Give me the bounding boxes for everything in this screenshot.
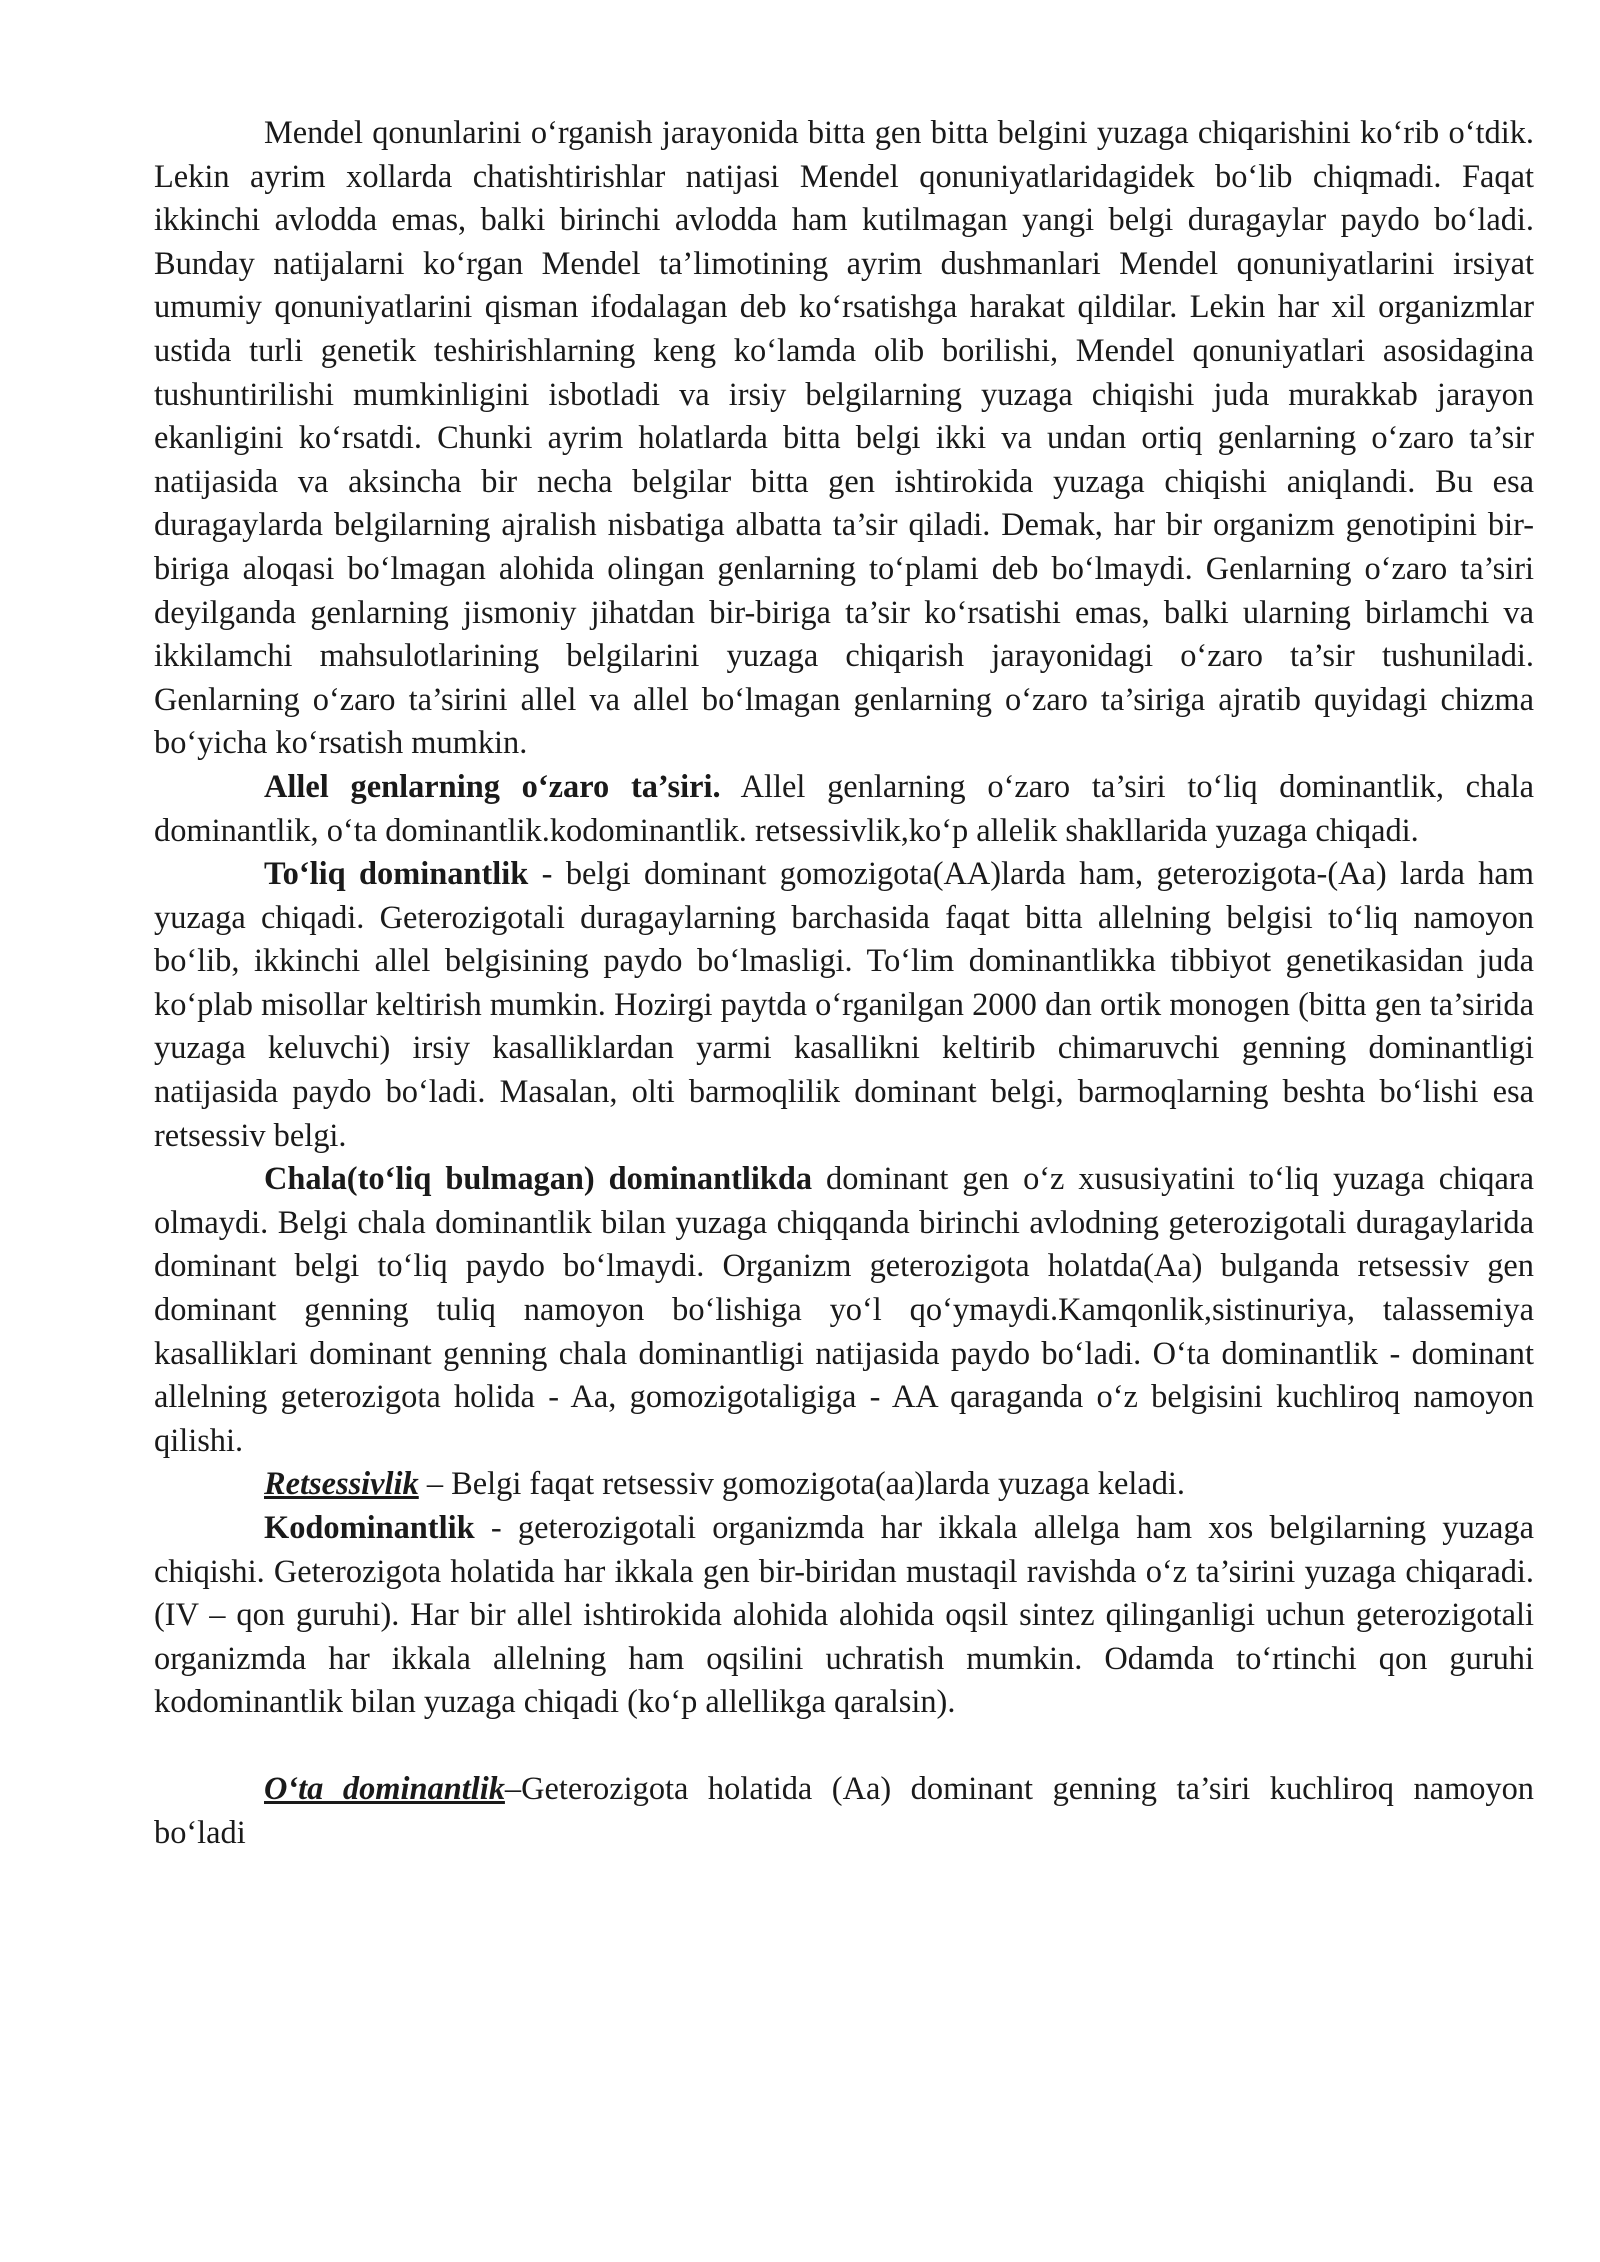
term-full-dominance: To‘liq dominantlik [264, 856, 529, 893]
term-allel-interaction: Allel genlarning o‘zaro ta’siri. [264, 768, 721, 805]
paragraph-incomplete-dominance [154, 1158, 1534, 1463]
document-page [154, 112, 1534, 1855]
term-incomplete-dominance: Chala(to‘liq bulmagan) dominantlikda [264, 1161, 813, 1198]
term-recessiveness: Retsessivlik [264, 1466, 419, 1503]
paragraph-full-dominance [154, 853, 1534, 1158]
term-overdominance: O‘ta dominantlik [264, 1770, 505, 1807]
paragraph-intro [154, 112, 1534, 766]
paragraph-codominance-text: - geterozigotali organizmda har ikkala allelga ham xos belgilarning yuzaga chiqishi. Geterozigota holatida har ikkala gen bir-biridan mustaqil ravishda o‘z ta’sirini yuzaga chiqaradi. (IV – qon guruhi). Har bir allel ishtirokida alohida alohida oqsil sintez qilinganligi uchun geterozigotali organizmda har ikkala allelning ham oqsilini uchratish mumkin. Odamda to‘rtinchi qon guruhi kodominantlik bilan yuzaga chiqadi (ko‘p allellikga qaralsin). [154, 1510, 1534, 1721]
paragraph-overdominance-text: –Geterozigota holatida (Aa) dominant genning ta’siri kuchliroq namoyon bo‘ladi [154, 1770, 1534, 1851]
paragraph-recessiveness-text: – Belgi faqat retsessiv gomozigota(aa)larda yuzaga keladi. [418, 1466, 1186, 1503]
paragraph-overdominance [154, 1768, 1534, 1855]
term-codominance: Kodominantlik [264, 1510, 475, 1546]
paragraph-recessiveness [154, 1463, 1534, 1507]
paragraph-allel-interaction-text: Allel genlarning o‘zaro ta’siri to‘liq dominantlik, chala dominantlik, o‘ta dominantlik.kodominantlik. retsessivlik,ko‘p allelik shakllarida yuzaga chiqadi. [154, 768, 1535, 849]
paragraph-allel-interaction [154, 766, 1534, 853]
paragraph-incomplete-dominance-text: dominant gen o‘z xususiyatini to‘liq yuzaga chiqara olmaydi. Belgi chala dominantlik bilan yuzaga chiqqanda birinchi avlodning geterozigotali duragaylarida dominant belgi to‘liq paydo bo‘lmaydi. Organizm geterozigota holatda(Aa) bulganda retsessiv gen dominant genning tuliq namoyon bo‘lishiga yo‘l qo‘ymaydi.Kamqonlik,sistinuriya, talassemiya kasalliklari dominant genning chala dominantligi natijasida paydo bo‘ladi. O‘ta dominantlik - dominant allelning geterozigota holida - Aa, gomozigotaligiga - AA qaraganda o‘z belgisini kuchliroq namoyon qilishi. [154, 1161, 1535, 1459]
paragraph-full-dominance-text: - belgi dominant gomozigota(AA)larda ham, geterozigota-(Aa) larda ham yuzaga chiqadi. Geterozigotali duragaylarning barchasida faqat bitta allelning belgisi to‘liq namoyon bo‘lib, ikkinchi allel belgisining paydo bo‘lmasligi. To‘lim dominantlikka tibbiyot genetikasidan juda ko‘plab misollar keltirish mumkin. Hozirgi paytda o‘rganilgan 2000 dan ortik monogen (bitta gen ta’sirida yuzaga keluvchi) irsiy kasalliklardan yarmi kasallikni keltirib chimaruvchi genning dominantligi natijasida paydo bo‘ladi. Masalan, olti barmoqlilik dominant belgi, barmoqlarning beshta bo‘lishi esa retsessiv belgi. [154, 856, 1534, 1154]
paragraph-intro-text: Mendel qonunlarini o‘rganish jarayonida bitta gen bitta belgini yuzaga chiqarishini ko‘rib o‘tdik. Lekin ayrim xollarda chatishtirishlar natijasi Mendel qonuniyatlaridagidek bo‘lib chiqmadi. Faqat ikkinchi avlodda emas, balki birinchi avlodda ham kutilmagan yangi belgi duragaylar paydo bo‘ladi. Bunday natijalarni ko‘rgan Mendel ta’limotining ayrim dushmanlari Mendel qonuniyatlarini irsiyat umumiy qonuniyatlarini qisman ifodalagan deb ko‘rsatishga harakat qildilar. Lekin har xil organizmlar ustida turli genetik teshirishlarning keng ko‘lamda olib borilishi, Mendel qonuniyatlari asosidagina tushuntirilishi mumkinligini isbotladi va irsiy belgilarning yuzaga chiqishi juda murakkab jarayon ekanligini ko‘rsatdi. Chunki ayrim holatlarda bitta belgi ikki va undan ortiq genlarning o‘zaro ta’sir natijasida va aksincha bir necha belgilar bitta gen ishtirokida yuzaga chiqishi aniqlandi. Bu esa duragaylarda belgilarning ajralish nisbatiga albatta ta’sir qiladi. Demak, har bir organizm genotipini bir-biriga aloqasi bo‘lmagan alohida olingan genlarning to‘plami deb bo‘lmaydi. Genlarning o‘zaro ta’siri deyilganda genlarning jismoniy jihatdan bir-biriga ta’sir ko‘rsatishi emas, balki ularning birlamchi va ikkilamchi mahsulotlarining belgilarini yuzaga chiqarish jarayonidagi o‘zaro ta’sir tushuniladi. Genlarning o‘zaro ta’sirini allel va allel bo‘lmagan genlarning o‘zaro ta’siriga ajratib quyidagi chizma bo‘yicha ko‘rsatish mumkin. [154, 115, 1534, 762]
paragraph-codominance [154, 1507, 1534, 1725]
